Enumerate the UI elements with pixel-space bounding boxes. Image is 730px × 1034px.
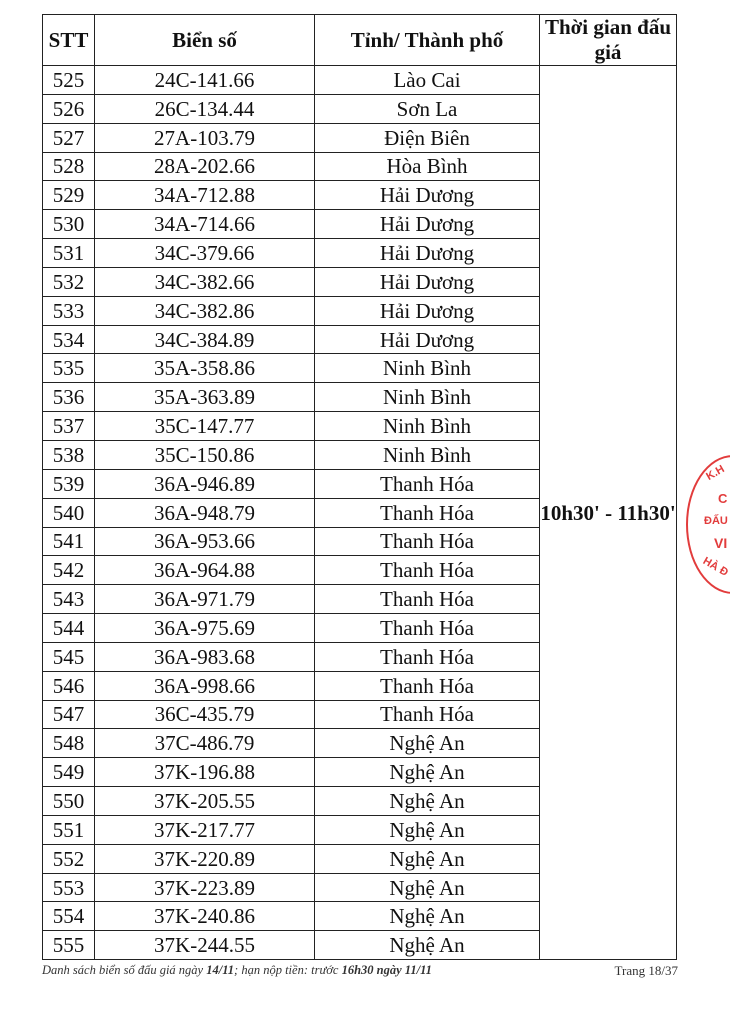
row-province: Nghệ An <box>315 873 540 902</box>
row-plate: 37K-205.55 <box>95 787 315 816</box>
row-plate: 36A-971.79 <box>95 585 315 614</box>
row-plate: 37K-196.88 <box>95 758 315 787</box>
row-stt: 530 <box>43 210 95 239</box>
row-plate: 37K-220.89 <box>95 844 315 873</box>
row-stt: 546 <box>43 671 95 700</box>
row-plate: 37K-240.86 <box>95 902 315 931</box>
footer-prefix: Danh sách biển số đấu giá ngày <box>42 963 207 977</box>
page-footer <box>42 963 678 978</box>
row-province: Nghệ An <box>315 729 540 758</box>
row-province: Lào Cai <box>315 66 540 95</box>
row-plate: 36A-983.68 <box>95 642 315 671</box>
stamp-fragment: HÀ Đ <box>700 555 730 579</box>
row-stt: 536 <box>43 383 95 412</box>
row-stt: 540 <box>43 498 95 527</box>
footer-deadline: 16h30 ngày 11/11 <box>341 963 432 977</box>
row-province: Sơn La <box>315 94 540 123</box>
row-plate: 28A-202.66 <box>95 152 315 181</box>
page-number: Trang 18/37 <box>614 963 678 978</box>
red-seal-stamp <box>686 455 730 594</box>
row-stt: 550 <box>43 787 95 816</box>
row-plate: 34C-379.66 <box>95 239 315 268</box>
row-plate: 37K-217.77 <box>95 815 315 844</box>
row-stt: 535 <box>43 354 95 383</box>
row-plate: 36A-964.88 <box>95 556 315 585</box>
row-stt: 538 <box>43 440 95 469</box>
license-plate-auction-table <box>42 14 677 960</box>
table-body <box>43 66 677 960</box>
row-stt: 542 <box>43 556 95 585</box>
row-stt: 552 <box>43 844 95 873</box>
row-province: Thanh Hóa <box>315 498 540 527</box>
row-province: Thanh Hóa <box>315 469 540 498</box>
header-plate: Biển số <box>95 15 315 66</box>
row-plate: 37K-223.89 <box>95 873 315 902</box>
row-stt: 531 <box>43 239 95 268</box>
row-province: Thanh Hóa <box>315 585 540 614</box>
row-province: Điện Biên <box>315 123 540 152</box>
row-stt: 554 <box>43 902 95 931</box>
row-plate: 37C-486.79 <box>95 729 315 758</box>
row-stt: 534 <box>43 325 95 354</box>
row-stt: 545 <box>43 642 95 671</box>
row-province: Thanh Hóa <box>315 556 540 585</box>
row-province: Hải Dương <box>315 296 540 325</box>
row-plate: 35A-358.86 <box>95 354 315 383</box>
row-province: Nghệ An <box>315 787 540 816</box>
row-province: Nghệ An <box>315 815 540 844</box>
header-auction-time: Thời gian đấu giá <box>540 15 677 66</box>
row-province: Nghệ An <box>315 931 540 960</box>
row-plate: 26C-134.44 <box>95 94 315 123</box>
table-header-row <box>43 15 677 66</box>
row-stt: 539 <box>43 469 95 498</box>
header-stt: STT <box>43 15 95 66</box>
row-stt: 532 <box>43 267 95 296</box>
row-stt: 551 <box>43 815 95 844</box>
auction-time-slot: 10h30' - 11h30' <box>540 66 677 960</box>
row-province: Nghệ An <box>315 844 540 873</box>
row-province: Hải Dương <box>315 325 540 354</box>
row-plate: 36A-953.66 <box>95 527 315 556</box>
row-province: Hải Dương <box>315 239 540 268</box>
row-plate: 34A-714.66 <box>95 210 315 239</box>
row-plate: 35C-147.77 <box>95 412 315 441</box>
row-stt: 526 <box>43 94 95 123</box>
row-plate: 36A-948.79 <box>95 498 315 527</box>
row-stt: 547 <box>43 700 95 729</box>
row-province: Hải Dương <box>315 210 540 239</box>
row-plate: 34C-382.86 <box>95 296 315 325</box>
row-stt: 553 <box>43 873 95 902</box>
row-plate: 35C-150.86 <box>95 440 315 469</box>
footer-date: 14/11 <box>206 963 235 977</box>
row-plate: 36A-975.69 <box>95 614 315 643</box>
row-province: Ninh Bình <box>315 440 540 469</box>
header-province: Tỉnh/ Thành phố <box>315 15 540 66</box>
row-stt: 529 <box>43 181 95 210</box>
stamp-fragment: K.H <box>704 463 727 483</box>
row-stt: 543 <box>43 585 95 614</box>
row-plate: 27A-103.79 <box>95 123 315 152</box>
row-province: Thanh Hóa <box>315 642 540 671</box>
row-plate: 37K-244.55 <box>95 931 315 960</box>
stamp-fragment: ĐẤU <box>704 515 728 527</box>
row-stt: 548 <box>43 729 95 758</box>
stamp-fragment: C <box>718 491 728 506</box>
table-row <box>43 66 677 95</box>
row-province: Ninh Bình <box>315 383 540 412</box>
row-stt: 527 <box>43 123 95 152</box>
row-province: Ninh Bình <box>315 354 540 383</box>
row-plate: 34C-384.89 <box>95 325 315 354</box>
row-province: Nghệ An <box>315 902 540 931</box>
row-province: Hải Dương <box>315 267 540 296</box>
row-stt: 544 <box>43 614 95 643</box>
row-plate: 36C-435.79 <box>95 700 315 729</box>
row-province: Thanh Hóa <box>315 614 540 643</box>
row-province: Hòa Bình <box>315 152 540 181</box>
row-stt: 533 <box>43 296 95 325</box>
row-province: Nghệ An <box>315 758 540 787</box>
row-province: Thanh Hóa <box>315 527 540 556</box>
row-stt: 555 <box>43 931 95 960</box>
stamp-fragment: VI <box>714 535 728 551</box>
auction-plate-table-container <box>42 14 676 960</box>
row-province: Thanh Hóa <box>315 671 540 700</box>
row-plate: 34A-712.88 <box>95 181 315 210</box>
row-province: Ninh Bình <box>315 412 540 441</box>
row-stt: 541 <box>43 527 95 556</box>
row-province: Thanh Hóa <box>315 700 540 729</box>
row-plate: 24C-141.66 <box>95 66 315 95</box>
row-plate: 36A-946.89 <box>95 469 315 498</box>
footer-mid: ; hạn nộp tiền: trước <box>234 963 342 977</box>
row-plate: 34C-382.66 <box>95 267 315 296</box>
row-stt: 537 <box>43 412 95 441</box>
row-plate: 36A-998.66 <box>95 671 315 700</box>
row-stt: 525 <box>43 66 95 95</box>
row-stt: 549 <box>43 758 95 787</box>
row-stt: 528 <box>43 152 95 181</box>
row-province: Hải Dương <box>315 181 540 210</box>
row-plate: 35A-363.89 <box>95 383 315 412</box>
